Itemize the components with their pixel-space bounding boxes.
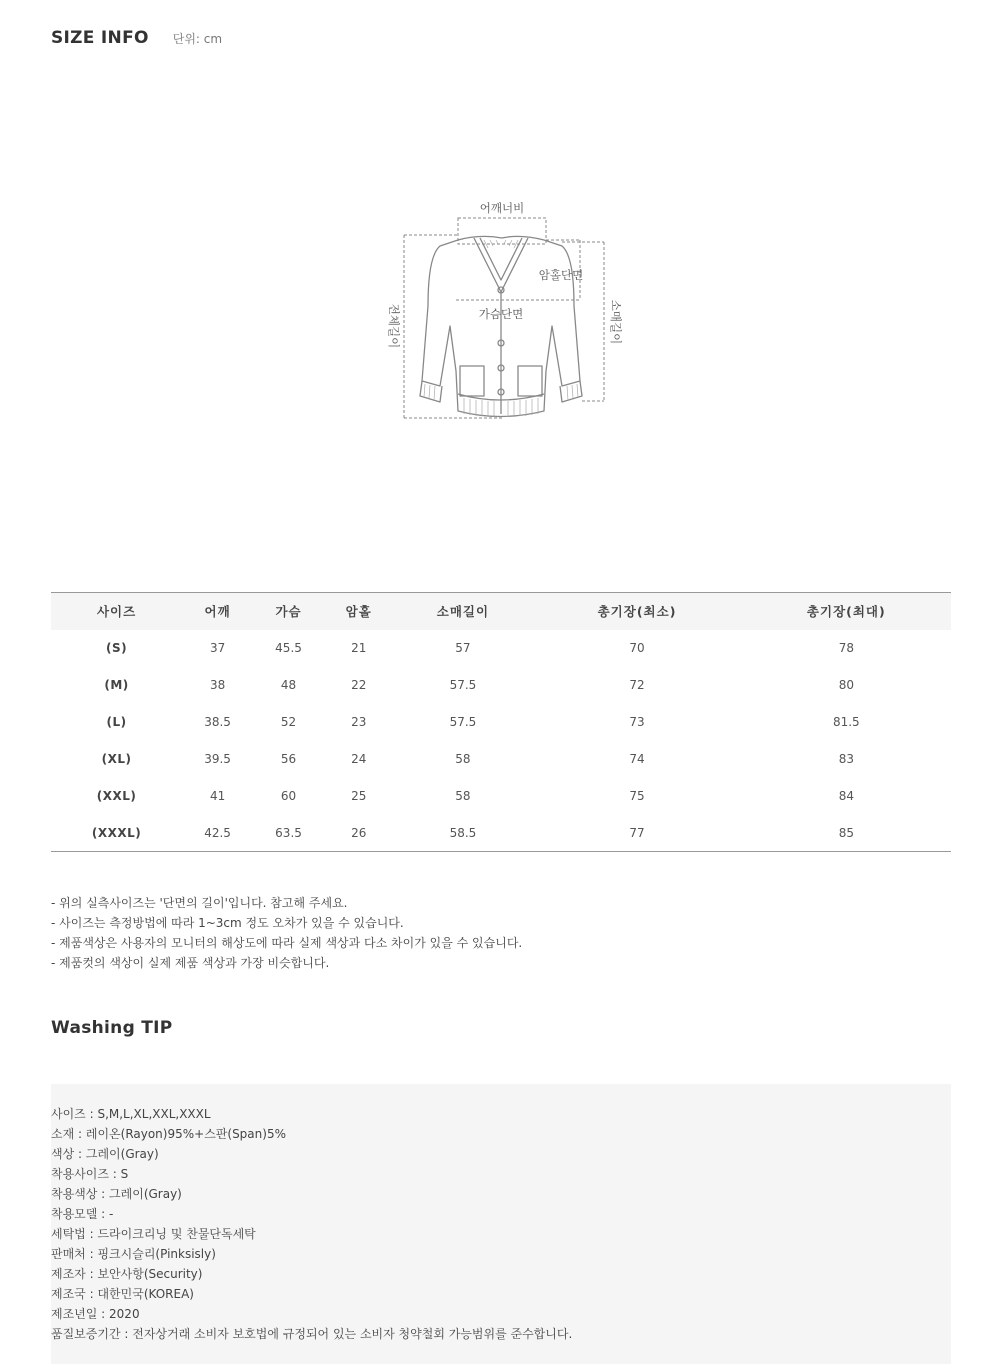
header-chest: 가슴 — [253, 593, 324, 630]
info-manufacturer: 제조자 : 보안사항(Security) — [51, 1267, 203, 1281]
cell-sleeve: 57.5 — [449, 678, 477, 692]
product-info-box — [51, 1084, 951, 1364]
cell-sleeve: 58 — [455, 752, 471, 766]
cell-length-max: 80 — [838, 678, 854, 692]
info-size: 사이즈 : S,M,L,XL,XXL,XXXL — [51, 1107, 211, 1121]
table-row — [51, 630, 951, 667]
cell-armhole: 22 — [351, 678, 367, 692]
chest-label: 가슴단면 — [478, 307, 524, 321]
cell-sleeve: 58.5 — [449, 825, 477, 840]
armhole-label: 암홀단면 — [538, 268, 584, 282]
table-header-row — [51, 593, 951, 630]
cell-size: (M) — [104, 678, 129, 692]
table-row — [51, 778, 951, 815]
cardigan-outline-icon — [380, 196, 623, 426]
cell-armhole: 25 — [351, 789, 367, 803]
cell-shoulder: 38.5 — [204, 715, 231, 729]
cell-armhole: 23 — [351, 715, 367, 729]
header-shoulder: 어깨 — [182, 593, 253, 630]
cell-length-max: 81.5 — [832, 715, 860, 729]
info-seller: 판매처 : 핑크시슬리(Pinksisly) — [51, 1247, 216, 1261]
header-sleeve: 소매길이 — [393, 593, 532, 630]
info-model: 착용모델 : - — [51, 1207, 114, 1221]
cell-length-min: 75 — [629, 789, 645, 803]
info-worn-color: 착용색상 : 그레이(Gray) — [51, 1187, 182, 1201]
cell-shoulder: 42.5 — [204, 825, 231, 840]
cell-shoulder: 37 — [209, 641, 226, 655]
washing-tip-title: Washing TIP — [51, 1018, 173, 1038]
cell-length-min: 70 — [629, 641, 645, 655]
note-item: - 위의 실측사이즈는 '단면의 길이'입니다. 참고해 주세요. — [51, 896, 348, 910]
unit-label: 단위: cm — [172, 32, 223, 46]
header-armhole: 암홀 — [324, 593, 393, 630]
cell-size: (S) — [105, 641, 128, 655]
size-table — [51, 592, 951, 852]
header-length-max: 총기장(최대) — [742, 593, 951, 630]
cell-length-max: 78 — [838, 641, 854, 655]
size-notes — [51, 893, 522, 973]
cardigan-size-diagram — [380, 196, 623, 426]
cell-shoulder: 41 — [209, 789, 226, 803]
note-item: - 제품색상은 사용자의 모니터의 해상도에 따라 실제 색상과 다소 차이가 있을 수 있습니다. — [51, 936, 523, 950]
sleeve-length-label: 소매길이 — [609, 299, 623, 345]
cell-size: (XXXL) — [91, 825, 142, 840]
table-row — [51, 667, 951, 704]
info-year: 제조년일 : 2020 — [51, 1307, 140, 1321]
total-length-label: 전체길이 — [387, 303, 401, 349]
table-row — [51, 741, 951, 778]
table-row — [51, 815, 951, 852]
cell-sleeve: 58 — [455, 789, 471, 803]
cell-armhole: 21 — [351, 641, 367, 655]
cell-size: (L) — [106, 715, 127, 729]
cell-size: (XXL) — [96, 789, 137, 803]
cell-armhole: 24 — [351, 752, 367, 766]
info-country: 제조국 : 대한민국(KOREA) — [51, 1287, 194, 1301]
header-size: 사이즈 — [51, 593, 182, 630]
cell-armhole: 26 — [351, 825, 367, 840]
size-info-title: SIZE INFO — [51, 28, 149, 48]
cell-chest: 45.5 — [275, 641, 302, 655]
cell-chest: 63.5 — [275, 825, 302, 840]
cell-sleeve: 57 — [455, 641, 471, 655]
cell-size: (XL) — [101, 752, 132, 766]
info-material: 소재 : 레이온(Rayon)95%+스판(Span)5% — [51, 1127, 286, 1141]
cell-sleeve: 57.5 — [449, 715, 477, 729]
info-worn-size: 착용사이즈 : S — [51, 1167, 129, 1181]
cell-length-max: 84 — [838, 789, 854, 803]
cell-shoulder: 39.5 — [204, 752, 231, 766]
shoulder-width-label: 어깨너비 — [479, 201, 525, 215]
cell-chest: 52 — [280, 715, 297, 729]
cell-chest: 60 — [280, 789, 297, 803]
table-row — [51, 704, 951, 741]
header-length-min: 총기장(최소) — [532, 593, 741, 630]
note-item: - 제품컷의 색상이 실제 제품 색상과 가장 비슷합니다. — [51, 956, 330, 970]
cell-length-max: 85 — [838, 825, 854, 840]
info-washing: 세탁법 : 드라이크리닝 및 찬물단독세탁 — [51, 1227, 256, 1241]
cell-length-min: 74 — [629, 752, 645, 766]
cell-chest: 56 — [280, 752, 297, 766]
size-info-header — [51, 28, 222, 48]
cell-length-max: 83 — [838, 752, 854, 766]
note-item: - 사이즈는 측정방법에 따라 1~3cm 정도 오차가 있을 수 있습니다. — [51, 916, 404, 930]
info-color: 색상 : 그레이(Gray) — [51, 1147, 159, 1161]
cell-shoulder: 38 — [209, 678, 226, 692]
cell-length-min: 73 — [629, 715, 645, 729]
cell-chest: 48 — [280, 678, 297, 692]
cell-length-min: 77 — [629, 825, 645, 840]
info-warranty: 품질보증기간 : 전자상거래 소비자 보호법에 규정되어 있는 소비자 청약철회 가능범위를 준수합니다. — [51, 1327, 573, 1341]
cell-length-min: 72 — [629, 678, 645, 692]
